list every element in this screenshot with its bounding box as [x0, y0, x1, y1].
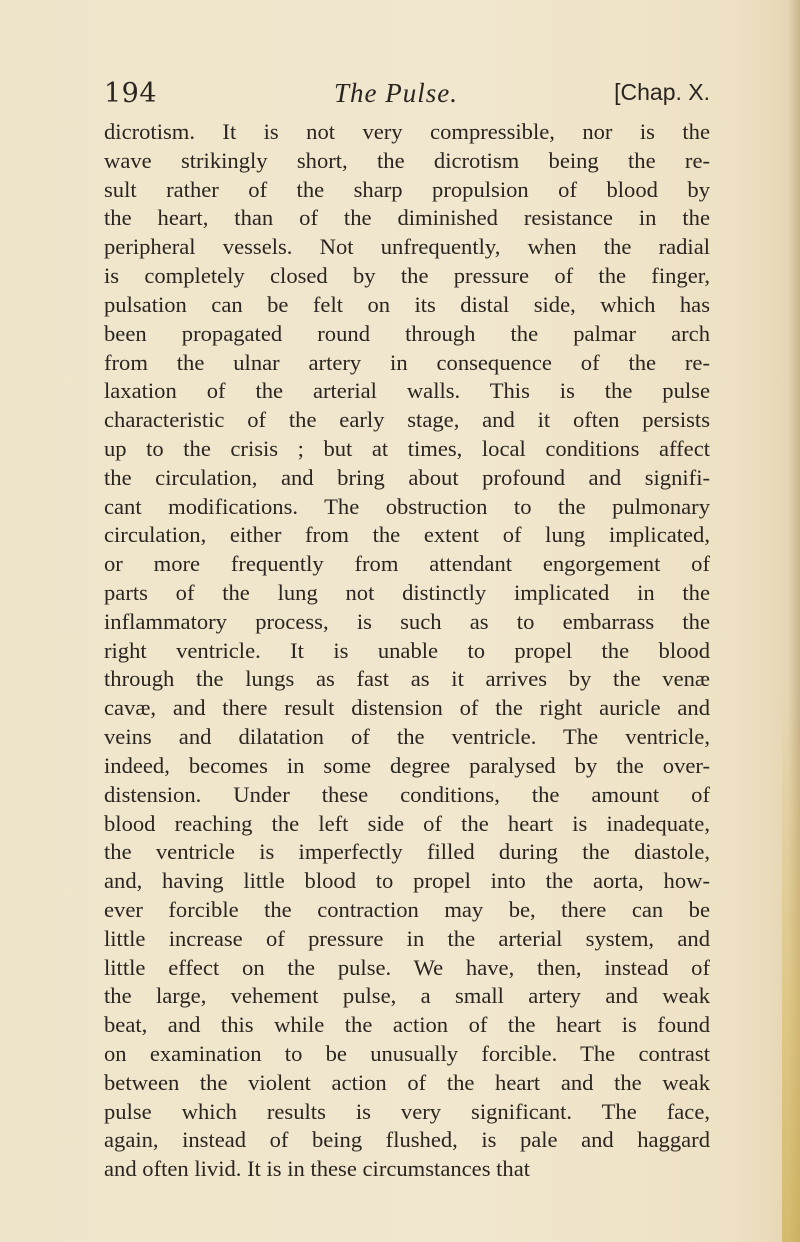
text-line: cant modifications. The obstruction to the pulmonary	[104, 493, 710, 519]
text-line: is completely closed by the pressure of the finger,	[104, 263, 710, 289]
text-line: and often livid. It is in these circumstances that	[104, 1156, 531, 1182]
page-number: 194	[104, 78, 158, 109]
text-line: been propagated round through the palmar arch	[104, 320, 710, 346]
text-line: right ventricle. It is unable to propel the blood	[104, 637, 710, 663]
text-line: on examination to be unusually forcible. The contrast	[104, 1041, 710, 1066]
text-line: sult rather of the sharp propulsion of blood by	[104, 176, 710, 202]
text-line: between the violent action of the heart and the weak	[104, 1069, 710, 1095]
text-line: distension. Under these conditions, the amount of	[104, 781, 710, 807]
running-title: The Pulse.	[334, 78, 458, 108]
text-line: little increase of pressure in the arterial system, and	[104, 925, 710, 951]
text-line: again, instead of being flushed, is pale and haggard	[104, 1127, 710, 1153]
text-line: pulsation can be felt on its distal side, which has	[104, 291, 710, 317]
text-line: inflammatory process, is such as to embarrass the	[104, 608, 710, 634]
text-line: peripheral vessels. Not unfrequently, when the radial	[104, 234, 710, 260]
text-line: from the ulnar artery in consequence of the re-	[104, 349, 710, 375]
text-line: circulation, either from the extent of lung implicated,	[104, 522, 710, 548]
text-line: characteristic of the early stage, and it often persists	[104, 407, 710, 433]
text-line: the large, vehement pulse, a small artery and weak	[104, 983, 710, 1009]
text-line: indeed, becomes in some degree paralysed by the over-	[104, 752, 710, 778]
text-line: parts of the lung not distinctly implicated in the	[104, 580, 710, 605]
chapter-label: [Chap. X.	[614, 79, 710, 105]
text-line: the heart, than of the diminished resistance in the	[104, 205, 710, 231]
text-line: the ventricle is imperfectly filled during the diastole,	[104, 839, 710, 865]
running-header	[104, 78, 710, 112]
text-line: the circulation, and bring about profound and signifi-	[104, 464, 710, 490]
text-line: cavæ, and there result distension of the right auricle and	[104, 695, 710, 721]
text-line: beat, and this while the action of the heart is found	[104, 1012, 710, 1038]
text-line: little effect on the pulse. We have, then, instead of	[104, 954, 710, 980]
text-line: veins and dilatation of the ventricle. The ventricle,	[104, 724, 710, 750]
text-line: blood reaching the left side of the heart is inadequate,	[104, 810, 710, 836]
text-line: wave strikingly short, the dicrotism being the re-	[104, 147, 710, 173]
text-line: through the lungs as fast as it arrives by the venæ	[104, 666, 710, 692]
text-line: up to the crisis ; but at times, local conditions affect	[104, 435, 710, 461]
text-line: pulse which results is very significant. The face,	[104, 1098, 710, 1124]
text-line: or more frequently from attendant engorgement of	[104, 551, 710, 577]
text-line: dicrotism. It is not very compressible, nor is the	[104, 119, 710, 144]
text-line: and, having little blood to propel into the aorta, how-	[104, 868, 710, 894]
text-line: ever forcible the contraction may be, there can be	[104, 896, 710, 922]
page-edge-stain	[782, 682, 800, 1242]
text-line: laxation of the arterial walls. This is the pulse	[104, 378, 710, 404]
body-text	[104, 118, 710, 1184]
